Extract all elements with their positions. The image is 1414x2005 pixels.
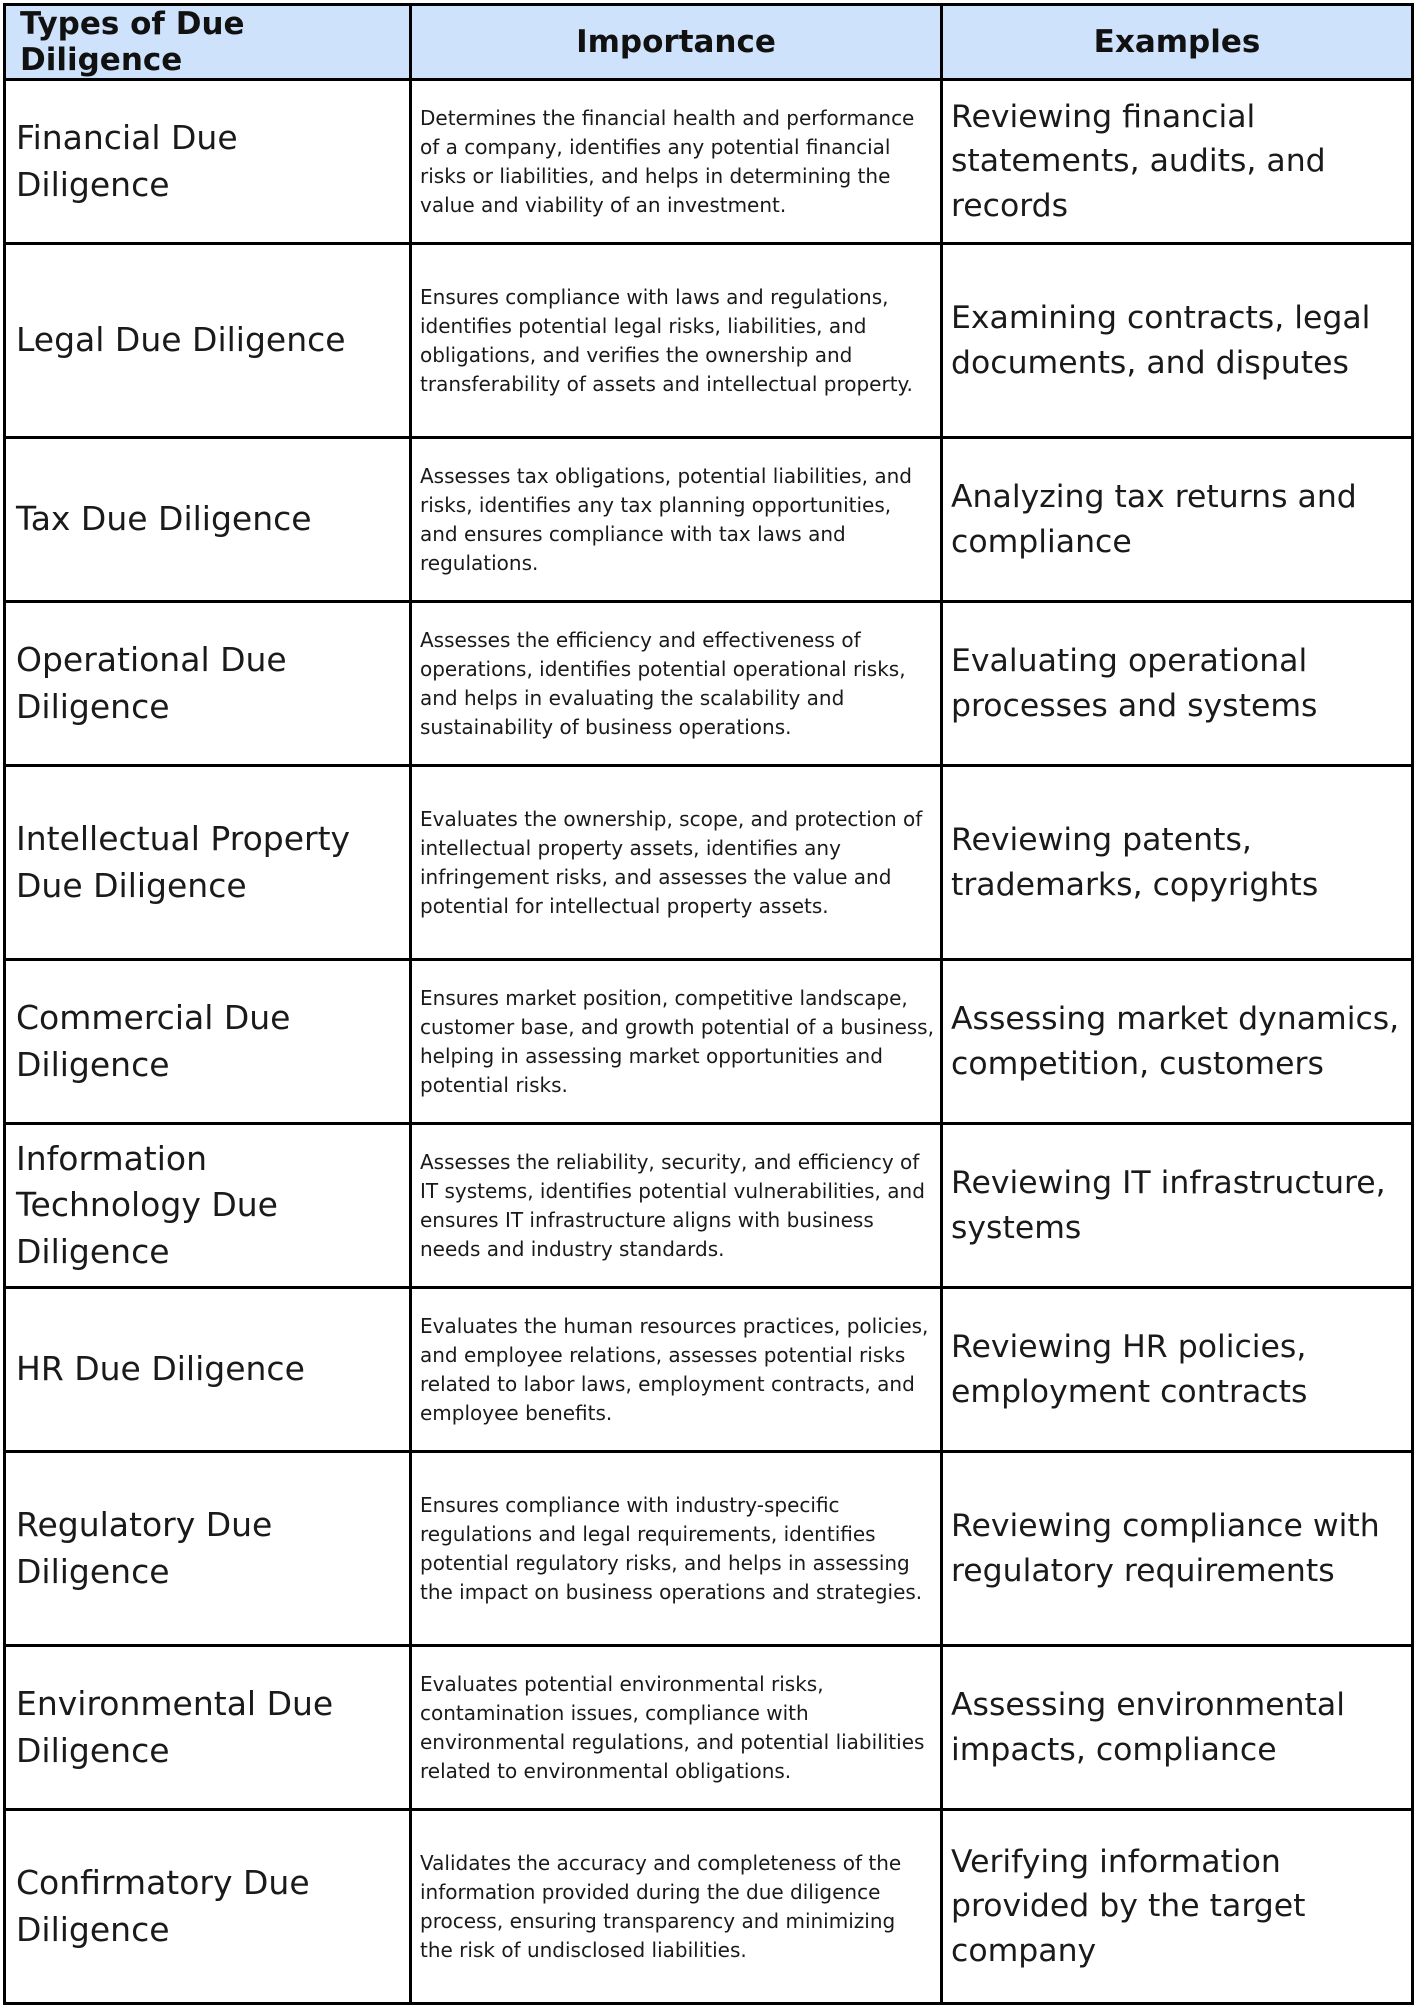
header-importance: Importance <box>411 5 942 80</box>
row-type: Operational Due Diligence <box>5 602 411 766</box>
row-importance: Ensures compliance with laws and regulations, identifies potential legal risks, liabilities, and obligations, and verifies the ownership and transferability of assets and intellectual property. <box>411 244 942 438</box>
row-examples: Assessing market dynamics, competition, customers <box>942 960 1413 1124</box>
row-examples: Reviewing compliance with regulatory requirements <box>942 1452 1413 1646</box>
row-examples: Reviewing HR policies, employment contracts <box>942 1288 1413 1452</box>
row-type: Intellectual Property Due Diligence <box>5 766 411 960</box>
table-row <box>5 1124 1413 1288</box>
row-importance: Evaluates the ownership, scope, and protection of intellectual property assets, identifies any infringement risks, and assesses the value and potential for intellectual property assets. <box>411 766 942 960</box>
row-importance: Ensures market position, competitive landscape, customer base, and growth potential of a business, helping in assessing market opportunities and potential risks. <box>411 960 942 1124</box>
row-type: Environmental Due Diligence <box>5 1646 411 1810</box>
table-row <box>5 1646 1413 1810</box>
row-examples: Reviewing IT infrastructure, systems <box>942 1124 1413 1288</box>
row-type: Legal Due Diligence <box>5 244 411 438</box>
table-row <box>5 244 1413 438</box>
row-importance: Assesses the efficiency and effectiveness of operations, identifies potential operational risks, and helps in evaluating the scalability and sustainability of business operations. <box>411 602 942 766</box>
row-type: Commercial Due Diligence <box>5 960 411 1124</box>
table-row <box>5 1810 1413 2004</box>
header-types: Types of Due Diligence <box>5 5 411 80</box>
header-examples: Examples <box>942 5 1413 80</box>
table-row <box>5 602 1413 766</box>
row-type: Regulatory Due Diligence <box>5 1452 411 1646</box>
row-examples: Verifying information provided by the target company <box>942 1810 1413 2004</box>
row-type: Financial Due Diligence <box>5 80 411 244</box>
header-row <box>5 5 1413 80</box>
row-importance: Validates the accuracy and completeness of the information provided during the due diligence process, ensuring transparency and minimizing the risk of undisclosed liabilities. <box>411 1810 942 2004</box>
row-type: Tax Due Diligence <box>5 438 411 602</box>
row-importance: Assesses the reliability, security, and efficiency of IT systems, identifies potential vulnerabilities, and ensures IT infrastructure aligns with business needs and industry standards. <box>411 1124 942 1288</box>
row-examples: Analyzing tax returns and compliance <box>942 438 1413 602</box>
row-type: HR Due Diligence <box>5 1288 411 1452</box>
row-examples: Assessing environmental impacts, compliance <box>942 1646 1413 1810</box>
table-row <box>5 1452 1413 1646</box>
table-row <box>5 766 1413 960</box>
row-importance: Ensures compliance with industry-specific regulations and legal requirements, identifies potential regulatory risks, and helps in assessing the impact on business operations and strategies. <box>411 1452 942 1646</box>
row-examples: Examining contracts, legal documents, and disputes <box>942 244 1413 438</box>
row-importance: Evaluates potential environmental risks, contamination issues, compliance with environmental regulations, and potential liabilities related to environmental obligations. <box>411 1646 942 1810</box>
row-importance: Assesses tax obligations, potential liabilities, and risks, identifies any tax planning opportunities, and ensures compliance with tax laws and regulations. <box>411 438 942 602</box>
due-diligence-table <box>3 3 1414 2005</box>
row-examples: Reviewing patents, trademarks, copyrights <box>942 766 1413 960</box>
row-examples: Evaluating operational processes and systems <box>942 602 1413 766</box>
table-row <box>5 960 1413 1124</box>
row-importance: Determines the financial health and performance of a company, identifies any potential financial risks or liabilities, and helps in determining the value and viability of an investment. <box>411 80 942 244</box>
row-importance: Evaluates the human resources practices, policies, and employee relations, assesses potential risks related to labor laws, employment contracts, and employee benefits. <box>411 1288 942 1452</box>
table-row <box>5 80 1413 244</box>
row-examples: Reviewing financial statements, audits, and records <box>942 80 1413 244</box>
row-type: Information Technology Due Diligence <box>5 1124 411 1288</box>
table-row <box>5 438 1413 602</box>
row-type: Confirmatory Due Diligence <box>5 1810 411 2004</box>
table-row <box>5 1288 1413 1452</box>
